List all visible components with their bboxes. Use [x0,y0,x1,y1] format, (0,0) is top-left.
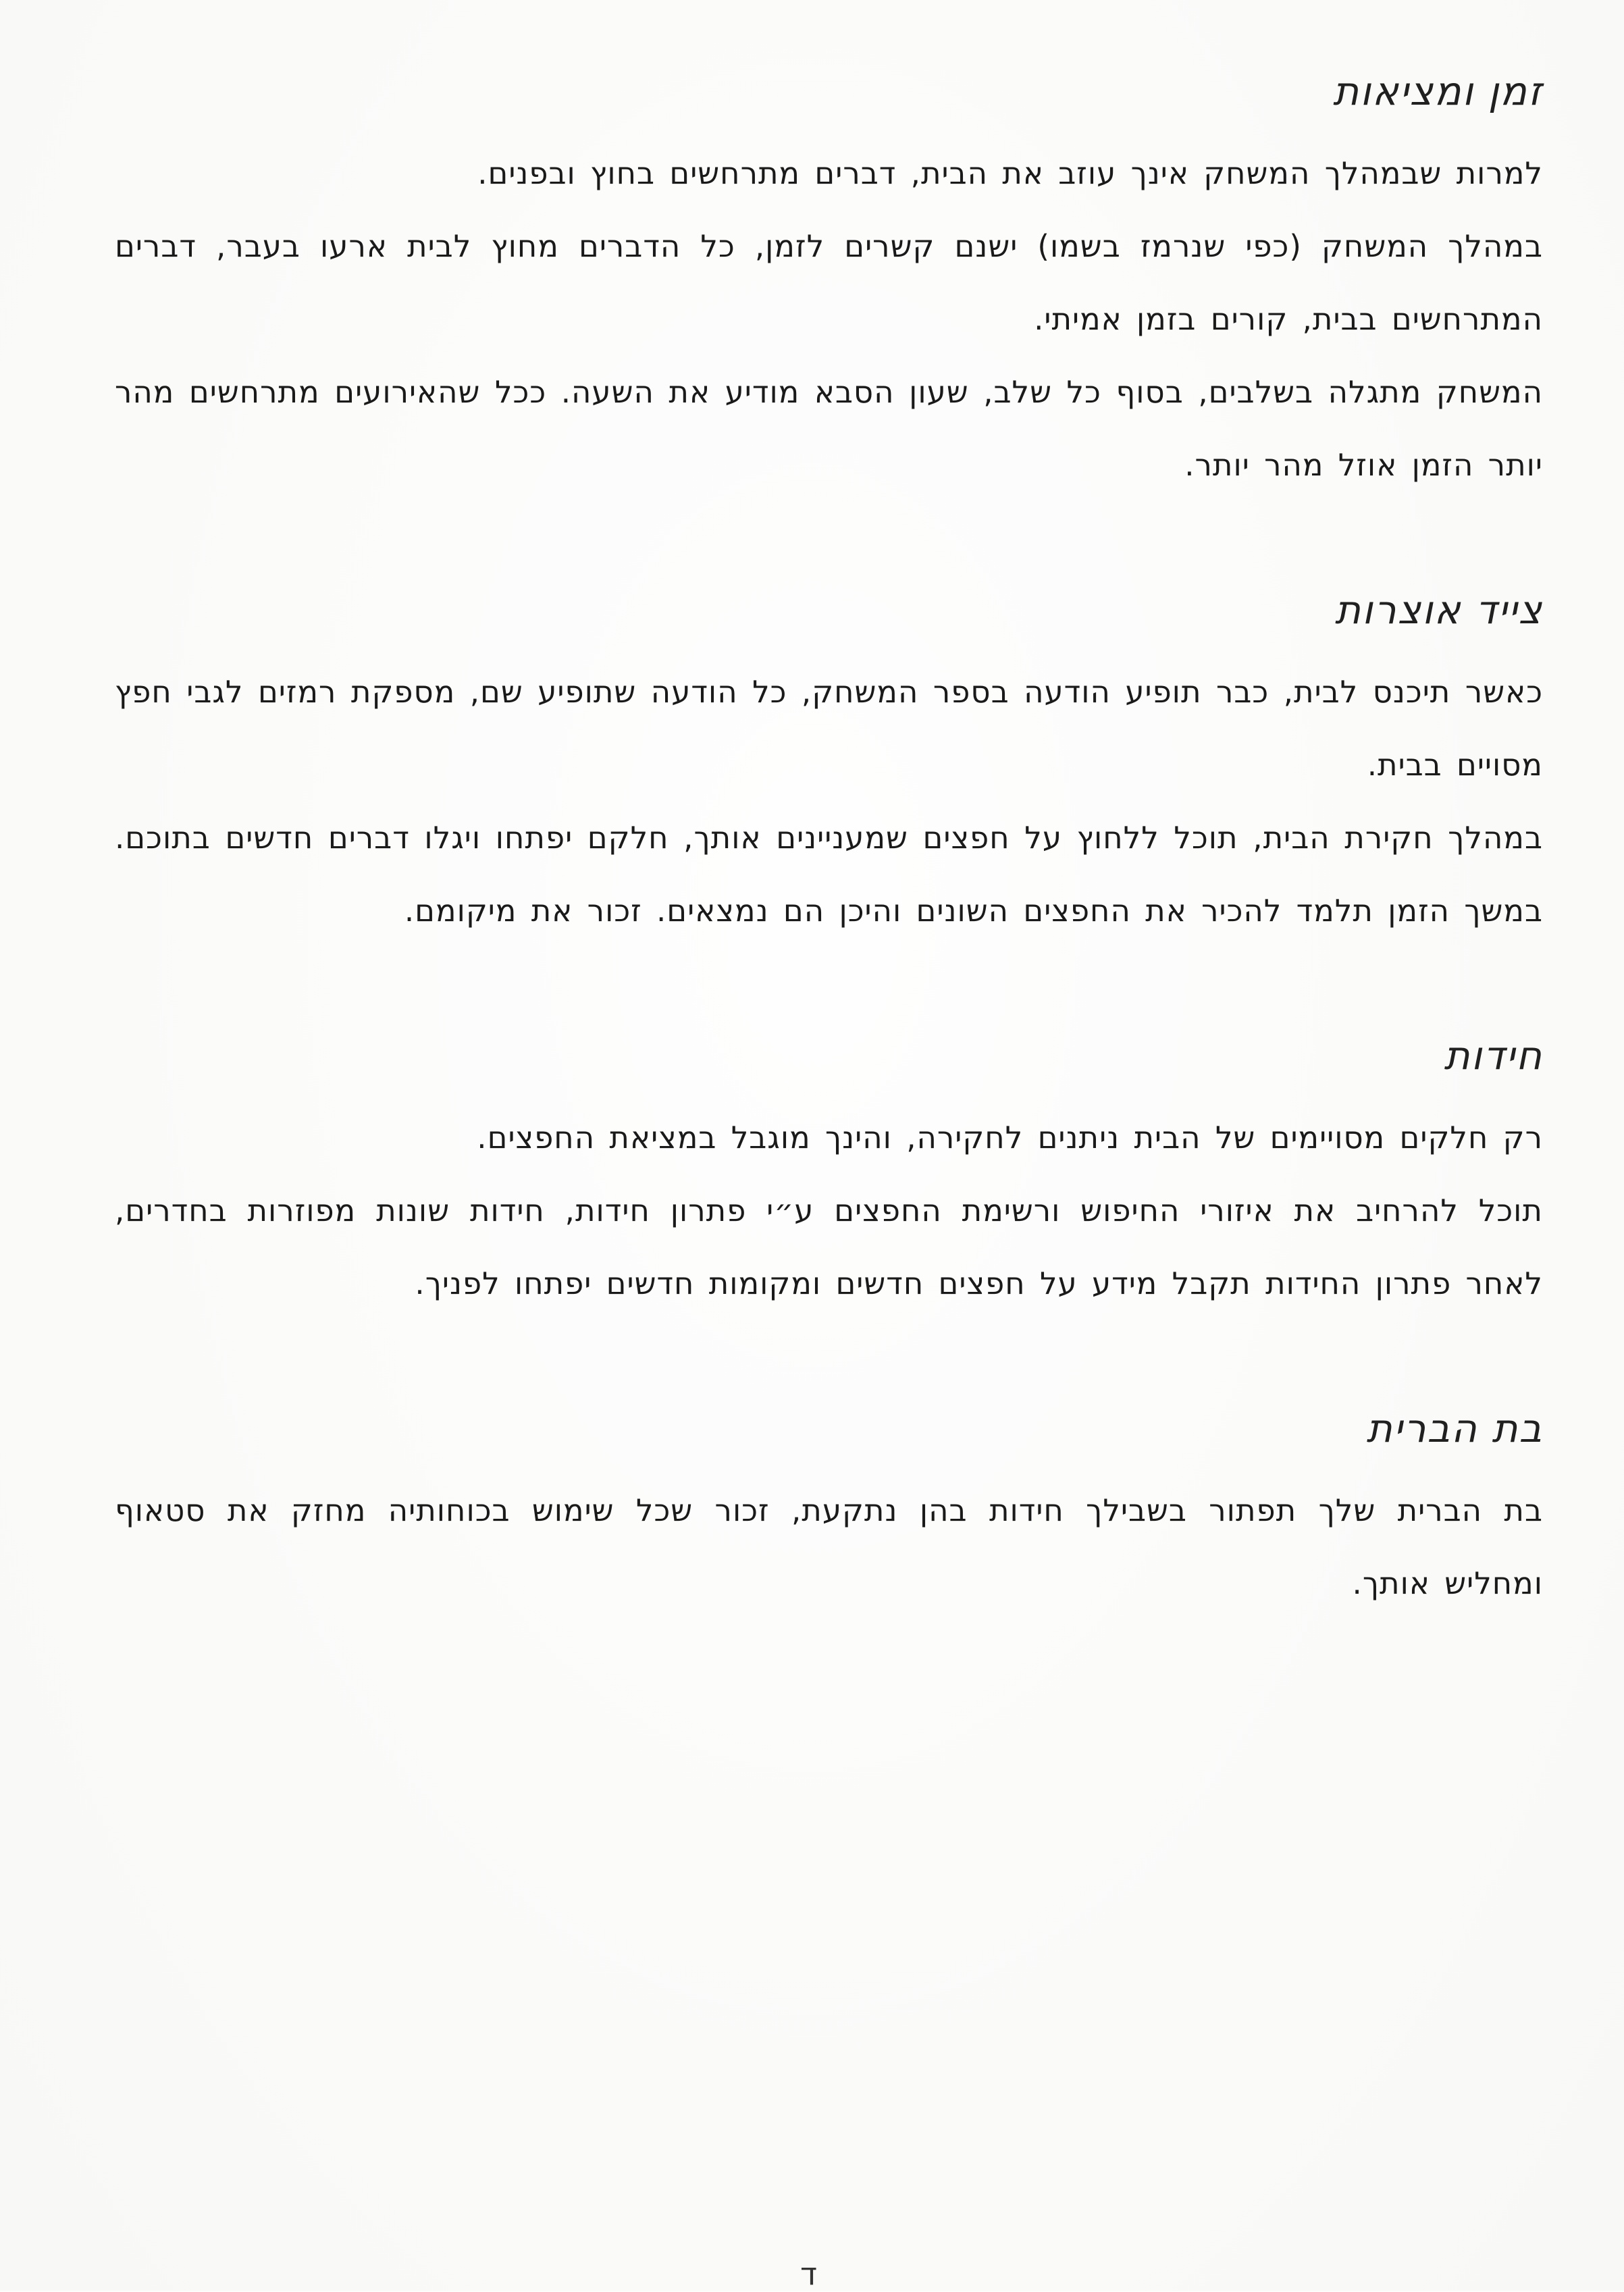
paragraph: תוכל להרחיב את איזורי החיפוש ורשימת החפצים ע״י פתרון חידות, חידות שונות מפוזרות בחדרים, לאחר פתרון החידות תקבל מידע על חפצים חדשים ומקומות חדשים יפתחו לפניך. [115,1193,1543,1301]
section-ally [115,1401,1543,1620]
section-treasure-hunt [115,583,1543,947]
paragraph: בת הברית שלך תפתור בשבילך חידות בהן נתקעת, זכור שכל שימוש בכוחותיה מחזק את סטאוף ומחליש אותך. [115,1492,1543,1601]
section-title: צייד אוצרות [1334,587,1543,633]
paragraph: המשחק מתגלה בשלבים, בסוף כל שלב, שעון הסבא מודיע את השעה. ככל שהאירועים מתרחשים מהר יותר הזמן אוזל מהר יותר. [115,374,1543,483]
section-title: חידות [1444,1033,1543,1078]
paragraph: במהלך חקירת הבית, תוכל ללחוץ על חפצים שמעניינים אותך, חלקם יפתחו ויגלו דברים חדשים בתוכם. במשך הזמן תלמד להכיר את החפצים השונים והיכן הם נמצאים. זכור את מיקומם. [115,820,1543,929]
page-number: ד [800,2256,818,2292]
paragraph: רק חלקים מסויימים של הבית ניתנים לחקירה, והינך מוגבל במציאת החפצים. [477,1120,1543,1155]
section-riddles [115,1028,1543,1320]
paragraph: למרות שבמהלך המשחק אינך עוזב את הבית, דברים מתרחשים בחוץ ובפנים. [477,155,1543,191]
section-title: זמן ומציאות [1333,68,1543,114]
section-title: בת הברית [1366,1405,1543,1451]
paragraph: במהלך המשחק (כפי שנרמז בשמו) ישנם קשרים לזמן, כל הדברים מחוץ לבית ארעו בעבר, דברים המתרחשים בבית, קורים בזמן אמיתי. [115,228,1543,337]
section-time-and-reality [115,64,1543,502]
paragraph: כאשר תיכנס לבית, כבר תופיע הודעה בספר המשחק, כל הודעה שתופיע שם, מספקת רמזים לגבי חפץ מסויים בבית. [115,674,1543,783]
